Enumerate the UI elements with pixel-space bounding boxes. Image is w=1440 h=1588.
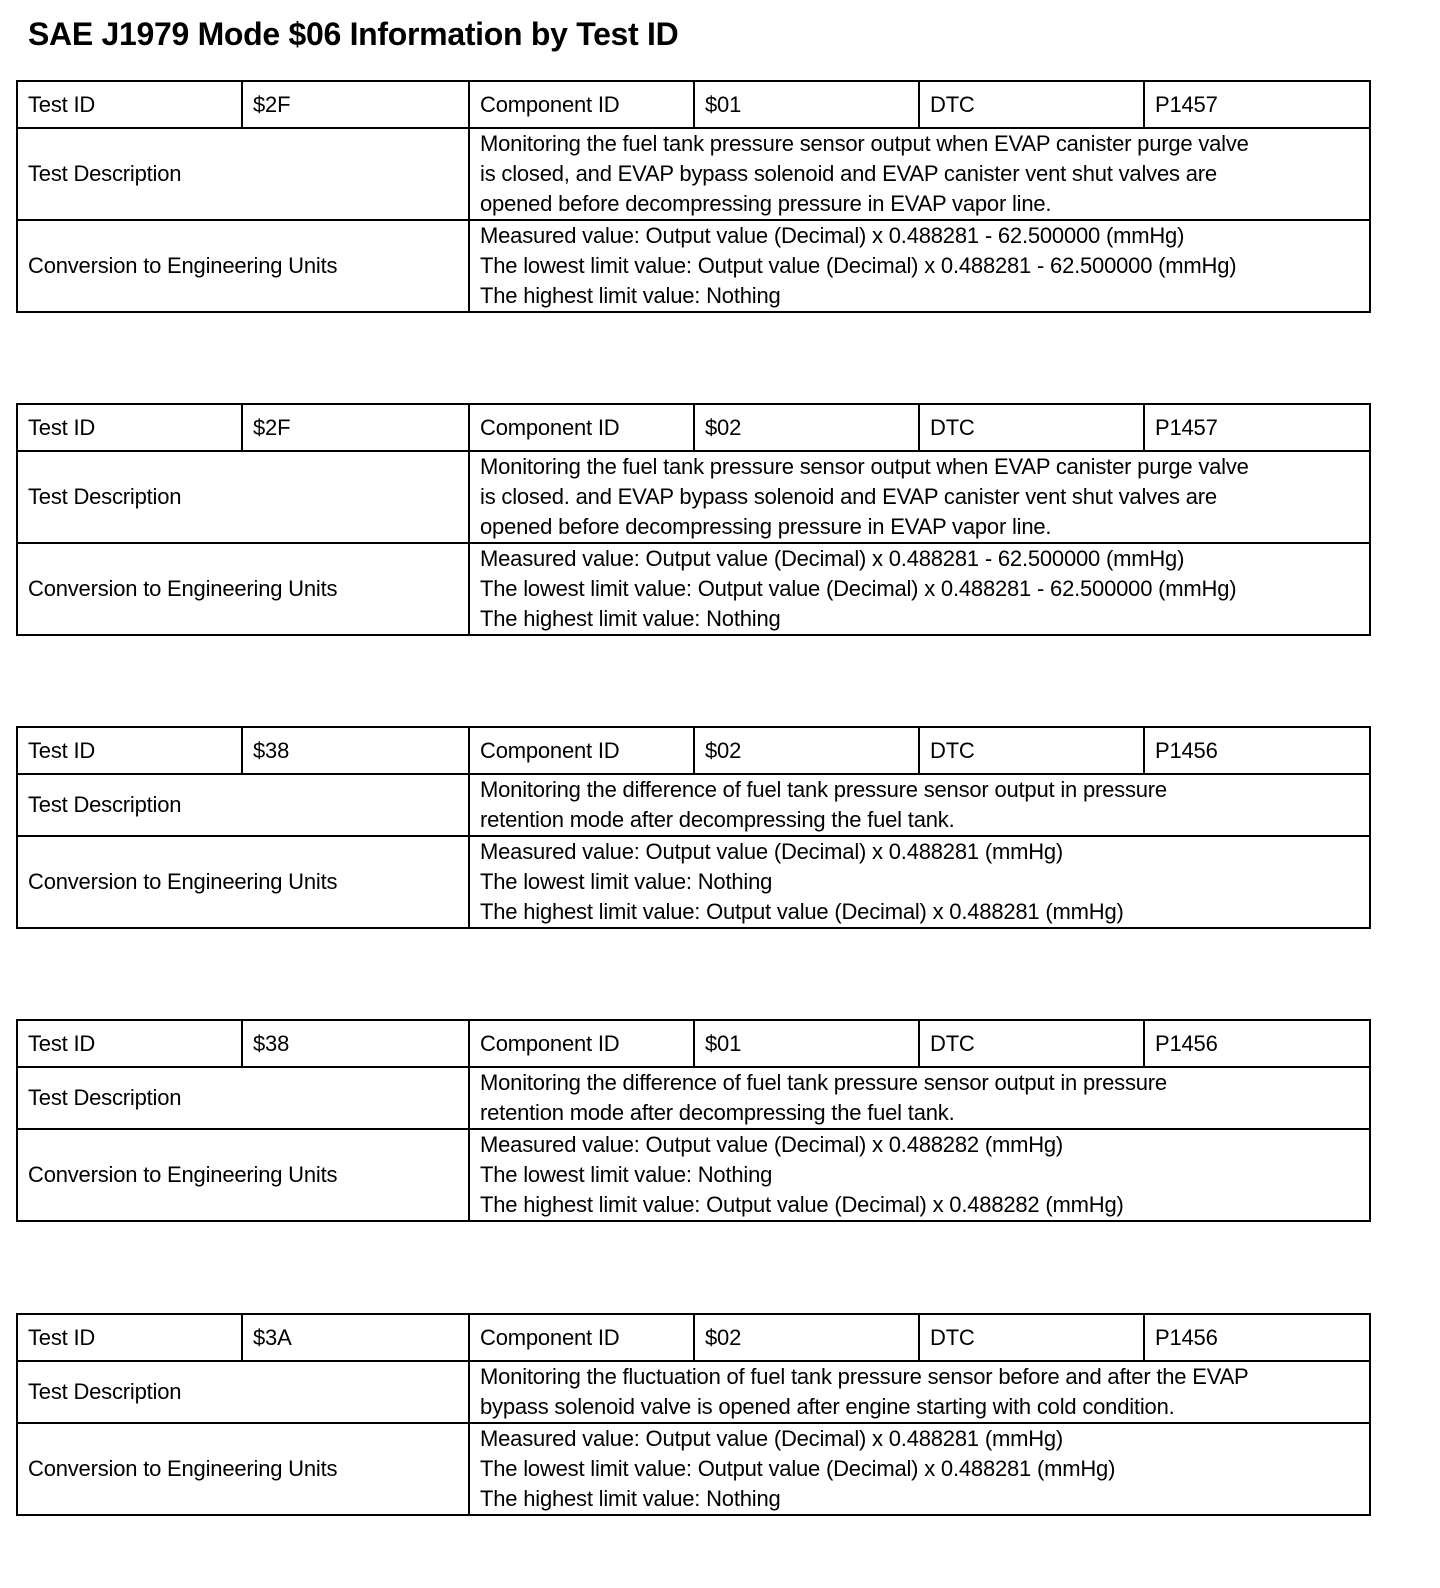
test-table-2f-02 [16,403,1371,636]
component-id-label: Component ID [469,81,694,128]
dtc-label: DTC [919,404,1144,451]
test-id-label: Test ID [17,81,242,128]
conversion-label: Conversion to Engineering Units [17,543,469,635]
page-title: SAE J1979 Mode $06 Information by Test ID [28,16,679,52]
dtc-label: DTC [919,1314,1144,1361]
test-table-3a-02 [16,1313,1371,1516]
conversion-value [469,836,1370,928]
description-line: Monitoring the difference of fuel tank pressure sensor output in pressure [480,777,1167,802]
test-description-value [469,774,1370,836]
dtc-label: DTC [919,81,1144,128]
test-description-label: Test Description [17,1361,469,1423]
description-line: is closed. and EVAP bypass solenoid and EVAP canister vent shut valves are [480,484,1217,509]
highest-limit-line: The highest limit value: Nothing [480,283,781,308]
description-line: Monitoring the fuel tank pressure sensor output when EVAP canister purge valve [480,454,1249,479]
measured-value-line: Measured value: Output value (Decimal) x 0.488281 (mmHg) [480,839,1064,864]
lowest-limit-line: The lowest limit value: Output value (Decimal) x 0.488281 (mmHg) [480,1456,1116,1481]
test-id-label: Test ID [17,1020,242,1067]
highest-limit-line: The highest limit value: Nothing [480,606,781,631]
description-row [17,128,1370,220]
description-row [17,1067,1370,1129]
component-id-value: $02 [694,404,919,451]
conversion-value [469,1423,1370,1515]
conversion-value [469,220,1370,312]
test-table-38-02 [16,726,1371,929]
header-row [17,81,1370,128]
lowest-limit-line: The lowest limit value: Output value (Decimal) x 0.488281 - 62.500000 (mmHg) [480,253,1237,278]
description-line: Monitoring the fluctuation of fuel tank pressure sensor before and after the EVAP [480,1364,1249,1389]
description-line: is closed, and EVAP bypass solenoid and EVAP canister vent shut valves are [480,161,1217,186]
test-id-label: Test ID [17,727,242,774]
description-line: opened before decompressing pressure in EVAP vapor line. [480,191,1052,216]
conversion-row [17,543,1370,635]
component-id-value: $02 [694,1314,919,1361]
component-id-label: Component ID [469,1314,694,1361]
measured-value-line: Measured value: Output value (Decimal) x 0.488282 (mmHg) [480,1132,1064,1157]
test-id-label: Test ID [17,1314,242,1361]
description-line: retention mode after decompressing the fuel tank. [480,807,955,832]
description-line: Monitoring the fuel tank pressure sensor output when EVAP canister purge valve [480,131,1249,156]
dtc-value: P1456 [1144,1020,1370,1067]
measured-value-line: Measured value: Output value (Decimal) x 0.488281 (mmHg) [480,1426,1064,1451]
test-table-38-01 [16,1019,1371,1222]
description-line: Monitoring the difference of fuel tank pressure sensor output in pressure [480,1070,1167,1095]
test-id-value: $3A [242,1314,469,1361]
description-row [17,1361,1370,1423]
measured-value-line: Measured value: Output value (Decimal) x 0.488281 - 62.500000 (mmHg) [480,223,1185,248]
component-id-value: $01 [694,81,919,128]
test-table-2f-01 [16,80,1371,313]
test-description-label: Test Description [17,774,469,836]
conversion-value [469,1129,1370,1221]
conversion-label: Conversion to Engineering Units [17,836,469,928]
lowest-limit-line: The lowest limit value: Nothing [480,869,773,894]
conversion-row [17,220,1370,312]
header-row [17,404,1370,451]
test-description-label: Test Description [17,128,469,220]
dtc-value: P1456 [1144,1314,1370,1361]
test-description-value [469,128,1370,220]
component-id-value: $01 [694,1020,919,1067]
conversion-label: Conversion to Engineering Units [17,1129,469,1221]
test-id-value: $38 [242,727,469,774]
test-description-value [469,1361,1370,1423]
description-row [17,451,1370,543]
header-row [17,727,1370,774]
measured-value-line: Measured value: Output value (Decimal) x 0.488281 - 62.500000 (mmHg) [480,546,1185,571]
test-description-value [469,451,1370,543]
test-id-value: $2F [242,81,469,128]
conversion-label: Conversion to Engineering Units [17,1423,469,1515]
description-line: retention mode after decompressing the fuel tank. [480,1100,955,1125]
test-id-value: $2F [242,404,469,451]
dtc-value: P1457 [1144,404,1370,451]
header-row [17,1314,1370,1361]
description-line: bypass solenoid valve is opened after engine starting with cold condition. [480,1394,1175,1419]
conversion-row [17,836,1370,928]
highest-limit-line: The highest limit value: Nothing [480,1486,781,1511]
description-row [17,774,1370,836]
conversion-value [469,543,1370,635]
test-id-label: Test ID [17,404,242,451]
highest-limit-line: The highest limit value: Output value (Decimal) x 0.488282 (mmHg) [480,1192,1124,1217]
test-description-value [469,1067,1370,1129]
dtc-label: DTC [919,1020,1144,1067]
test-description-label: Test Description [17,451,469,543]
description-line: opened before decompressing pressure in EVAP vapor line. [480,514,1052,539]
test-description-label: Test Description [17,1067,469,1129]
dtc-value: P1457 [1144,81,1370,128]
conversion-label: Conversion to Engineering Units [17,220,469,312]
lowest-limit-line: The lowest limit value: Output value (Decimal) x 0.488281 - 62.500000 (mmHg) [480,576,1237,601]
component-id-label: Component ID [469,727,694,774]
conversion-row [17,1129,1370,1221]
lowest-limit-line: The lowest limit value: Nothing [480,1162,773,1187]
component-id-value: $02 [694,727,919,774]
component-id-label: Component ID [469,1020,694,1067]
conversion-row [17,1423,1370,1515]
test-id-value: $38 [242,1020,469,1067]
dtc-value: P1456 [1144,727,1370,774]
dtc-label: DTC [919,727,1144,774]
highest-limit-line: The highest limit value: Output value (Decimal) x 0.488281 (mmHg) [480,899,1124,924]
component-id-label: Component ID [469,404,694,451]
header-row [17,1020,1370,1067]
